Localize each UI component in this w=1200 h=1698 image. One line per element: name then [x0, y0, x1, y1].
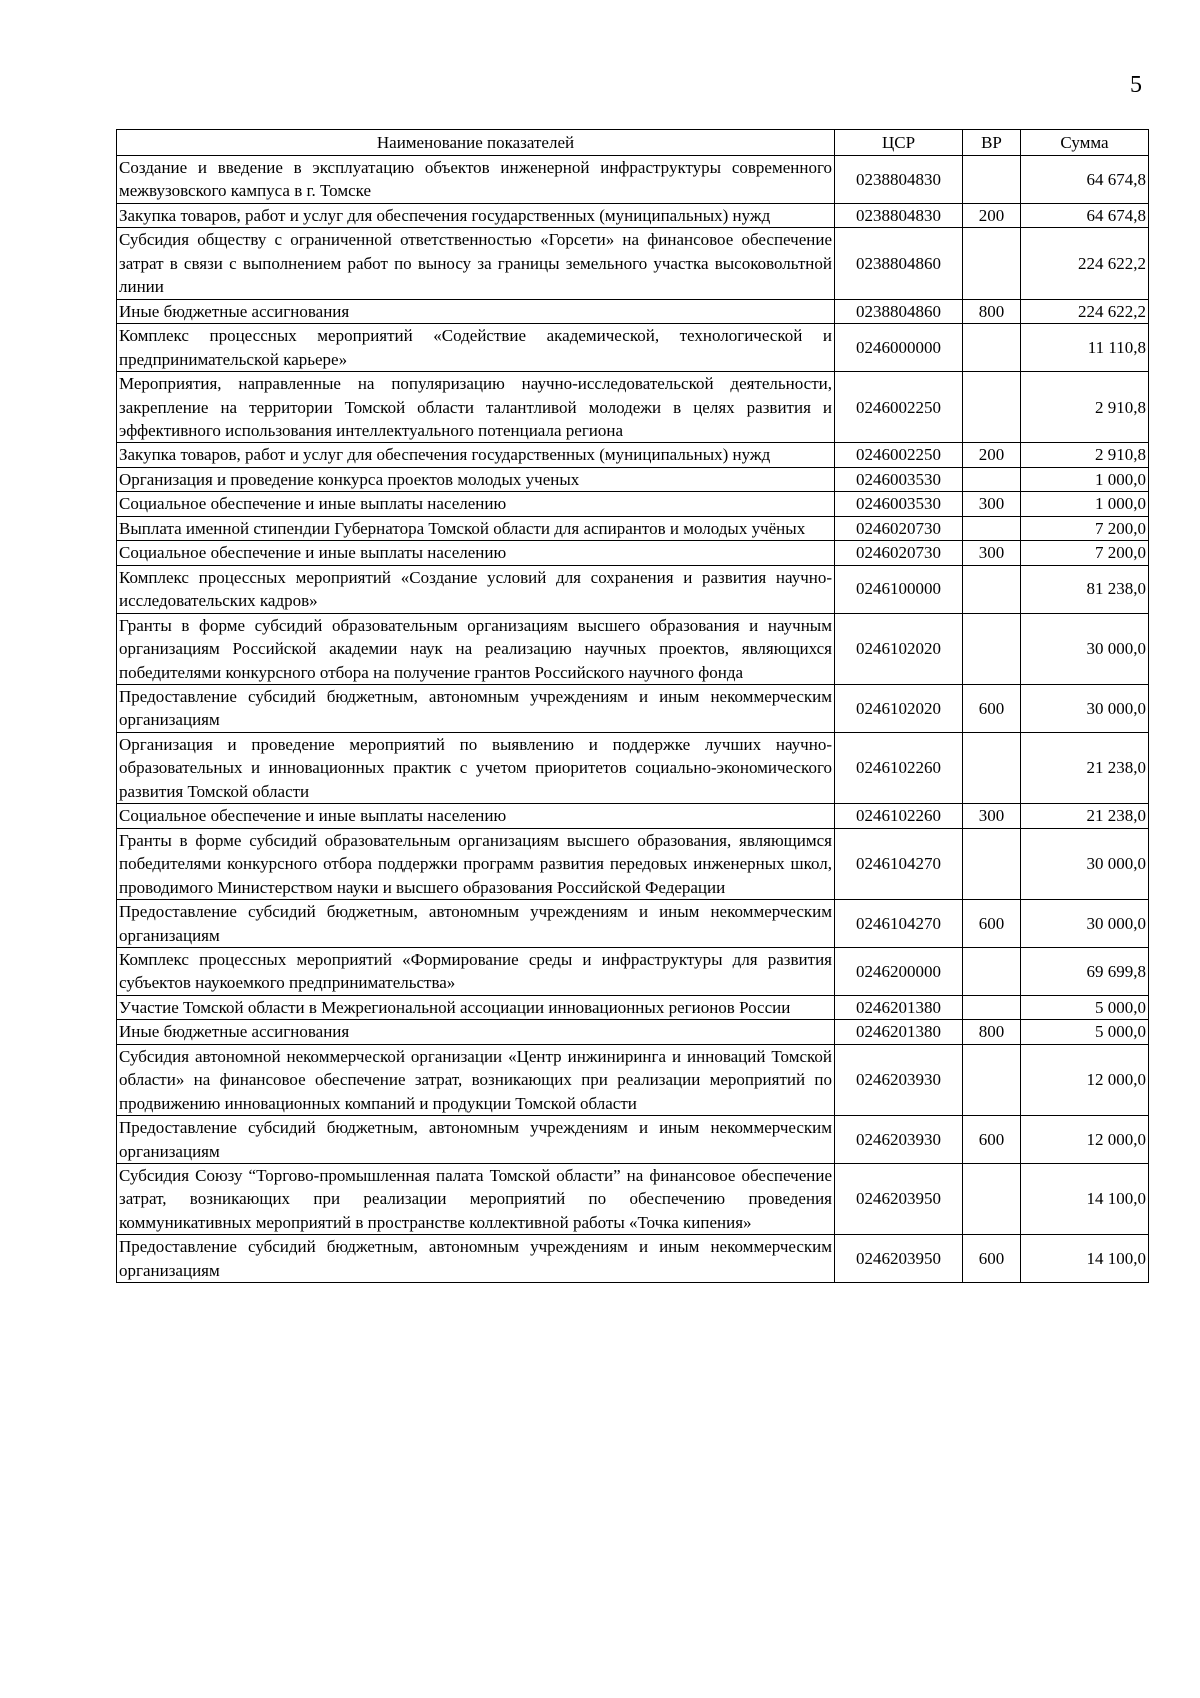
row-csr-cell: 0246002250	[835, 443, 963, 467]
row-sum-cell: 7 200,0	[1021, 541, 1149, 565]
row-name-cell: Выплата именной стипендии Губернатора Томской области для аспирантов и молодых учёных	[117, 516, 835, 540]
row-sum-cell: 12 000,0	[1021, 1116, 1149, 1164]
row-sum-cell: 64 674,8	[1021, 203, 1149, 227]
table-row	[117, 443, 1149, 467]
header-vr: ВР	[963, 130, 1021, 156]
table-row	[117, 565, 1149, 613]
row-name-cell: Социальное обеспечение и иные выплаты населению	[117, 541, 835, 565]
row-vr-cell: 600	[963, 1116, 1021, 1164]
table-row	[117, 900, 1149, 948]
table-row	[117, 1164, 1149, 1235]
row-sum-cell: 7 200,0	[1021, 516, 1149, 540]
table-row	[117, 541, 1149, 565]
row-sum-cell: 1 000,0	[1021, 467, 1149, 491]
row-sum-cell: 30 000,0	[1021, 613, 1149, 684]
row-csr-cell: 0246000000	[835, 324, 963, 372]
row-vr-cell	[963, 613, 1021, 684]
row-csr-cell: 0238804830	[835, 203, 963, 227]
row-vr-cell	[963, 732, 1021, 803]
row-sum-cell: 11 110,8	[1021, 324, 1149, 372]
row-sum-cell: 224 622,2	[1021, 228, 1149, 299]
row-sum-cell: 69 699,8	[1021, 947, 1149, 995]
row-name-cell: Организация и проведение мероприятий по выявлению и поддержке лучших научно-образовательных и инновационных практик с учетом приоритетов социально-экономического развития Томской области	[117, 732, 835, 803]
row-vr-cell: 200	[963, 203, 1021, 227]
table-row	[117, 828, 1149, 899]
row-csr-cell: 0246201380	[835, 1020, 963, 1044]
row-sum-cell: 1 000,0	[1021, 492, 1149, 516]
row-sum-cell: 30 000,0	[1021, 828, 1149, 899]
row-csr-cell: 0246102260	[835, 732, 963, 803]
table-row	[117, 995, 1149, 1019]
row-vr-cell	[963, 372, 1021, 443]
row-name-cell: Предоставление субсидий бюджетным, автономным учреждениям и иным некоммерческим организациям	[117, 1235, 835, 1283]
table-row	[117, 467, 1149, 491]
row-csr-cell: 0246102020	[835, 684, 963, 732]
row-vr-cell	[963, 1044, 1021, 1115]
row-csr-cell: 0246003530	[835, 492, 963, 516]
row-sum-cell: 2 910,8	[1021, 372, 1149, 443]
row-sum-cell: 14 100,0	[1021, 1235, 1149, 1283]
row-name-cell: Комплекс процессных мероприятий «Содействие академической, технологической и предпринимательской карьере»	[117, 324, 835, 372]
row-name-cell: Гранты в форме субсидий образовательным организациям высшего образования, являющимся победителями конкурсного отбора поддержки программ развития передовых инженерных школ, проводимого Министерством науки и высшего образования Российской Федерации	[117, 828, 835, 899]
row-vr-cell	[963, 467, 1021, 491]
row-name-cell: Субсидия обществу с ограниченной ответственностью «Горсети» на финансовое обеспечение затрат в связи с выполнением работ по выносу за границы земельного участка высоковольтной линии	[117, 228, 835, 299]
row-csr-cell: 0246020730	[835, 541, 963, 565]
row-sum-cell: 224 622,2	[1021, 299, 1149, 323]
row-name-cell: Социальное обеспечение и иные выплаты населению	[117, 804, 835, 828]
row-csr-cell: 0246100000	[835, 565, 963, 613]
row-csr-cell: 0246104270	[835, 828, 963, 899]
table-row	[117, 492, 1149, 516]
budget-table	[116, 129, 1149, 1283]
row-sum-cell: 30 000,0	[1021, 684, 1149, 732]
row-vr-cell	[963, 828, 1021, 899]
row-vr-cell	[963, 324, 1021, 372]
table-row	[117, 203, 1149, 227]
row-name-cell: Предоставление субсидий бюджетным, автономным учреждениям и иным некоммерческим организациям	[117, 684, 835, 732]
row-name-cell: Социальное обеспечение и иные выплаты населению	[117, 492, 835, 516]
row-sum-cell: 21 238,0	[1021, 732, 1149, 803]
table-row	[117, 228, 1149, 299]
row-name-cell: Субсидия автономной некоммерческой организации «Центр инжиниринга и инноваций Томской области» на финансовое обеспечение затрат, возникающих при реализации мероприятий по продвижению инновационных компаний и продукции Томской области	[117, 1044, 835, 1115]
row-vr-cell: 600	[963, 1235, 1021, 1283]
row-vr-cell: 300	[963, 492, 1021, 516]
row-name-cell: Мероприятия, направленные на популяризацию научно-исследовательской деятельности, закрепление на территории Томской области талантливой молодежи в целях развития и эффективного использования интеллектуального потенциала региона	[117, 372, 835, 443]
row-csr-cell: 0238804860	[835, 228, 963, 299]
row-csr-cell: 0246203950	[835, 1235, 963, 1283]
row-csr-cell: 0246104270	[835, 900, 963, 948]
row-vr-cell: 300	[963, 541, 1021, 565]
row-vr-cell: 800	[963, 299, 1021, 323]
row-sum-cell: 14 100,0	[1021, 1164, 1149, 1235]
table-row	[117, 1020, 1149, 1044]
row-sum-cell: 5 000,0	[1021, 1020, 1149, 1044]
table-row	[117, 1235, 1149, 1283]
row-sum-cell: 12 000,0	[1021, 1044, 1149, 1115]
row-vr-cell: 600	[963, 900, 1021, 948]
row-vr-cell: 300	[963, 804, 1021, 828]
row-name-cell: Предоставление субсидий бюджетным, автономным учреждениям и иным некоммерческим организациям	[117, 1116, 835, 1164]
table-row	[117, 324, 1149, 372]
table-header	[117, 130, 1149, 156]
row-vr-cell	[963, 228, 1021, 299]
header-row	[117, 130, 1149, 156]
row-csr-cell: 0238804830	[835, 156, 963, 204]
row-vr-cell: 200	[963, 443, 1021, 467]
row-name-cell: Закупка товаров, работ и услуг для обеспечения государственных (муниципальных) нужд	[117, 203, 835, 227]
row-vr-cell	[963, 995, 1021, 1019]
table-row	[117, 372, 1149, 443]
row-name-cell: Комплекс процессных мероприятий «Создание условий для сохранения и развития научно-исследовательских кадров»	[117, 565, 835, 613]
row-csr-cell: 0246003530	[835, 467, 963, 491]
row-sum-cell: 5 000,0	[1021, 995, 1149, 1019]
row-name-cell: Субсидия Союзу “Торгово-промышленная палата Томской области” на финансовое обеспечение затрат, возникающих при реализации мероприятий по обеспечению проведения коммуникативных мероприятий в пространстве коллективной работы «Точка кипения»	[117, 1164, 835, 1235]
row-vr-cell	[963, 156, 1021, 204]
row-vr-cell: 600	[963, 684, 1021, 732]
row-name-cell: Организация и проведение конкурса проектов молодых ученых	[117, 467, 835, 491]
table-row	[117, 613, 1149, 684]
row-csr-cell: 0246002250	[835, 372, 963, 443]
row-csr-cell: 0246020730	[835, 516, 963, 540]
table-body	[117, 156, 1149, 1283]
row-csr-cell: 0246203930	[835, 1116, 963, 1164]
row-name-cell: Иные бюджетные ассигнования	[117, 1020, 835, 1044]
table-row	[117, 516, 1149, 540]
row-sum-cell: 64 674,8	[1021, 156, 1149, 204]
row-name-cell: Создание и введение в эксплуатацию объектов инженерной инфраструктуры современного межвузовского кампуса в г. Томске	[117, 156, 835, 204]
row-name-cell: Гранты в форме субсидий образовательным организациям высшего образования и научным организациям Российской академии наук на реализацию научных проектов, являющихся победителями конкурсного отбора на получение грантов Российского научного фонда	[117, 613, 835, 684]
header-csr: ЦСР	[835, 130, 963, 156]
row-csr-cell: 0246102260	[835, 804, 963, 828]
row-csr-cell: 0246203930	[835, 1044, 963, 1115]
table-row	[117, 299, 1149, 323]
row-vr-cell	[963, 1164, 1021, 1235]
row-vr-cell	[963, 565, 1021, 613]
table-row	[117, 156, 1149, 204]
row-csr-cell: 0246201380	[835, 995, 963, 1019]
row-name-cell: Предоставление субсидий бюджетным, автономным учреждениям и иным некоммерческим организациям	[117, 900, 835, 948]
table-row	[117, 1116, 1149, 1164]
row-name-cell: Закупка товаров, работ и услуг для обеспечения государственных (муниципальных) нужд	[117, 443, 835, 467]
row-csr-cell: 0246102020	[835, 613, 963, 684]
row-name-cell: Иные бюджетные ассигнования	[117, 299, 835, 323]
table-row	[117, 947, 1149, 995]
table-row	[117, 732, 1149, 803]
row-sum-cell: 2 910,8	[1021, 443, 1149, 467]
table-row	[117, 1044, 1149, 1115]
row-sum-cell: 81 238,0	[1021, 565, 1149, 613]
row-vr-cell: 800	[963, 1020, 1021, 1044]
page-number: 5	[1130, 72, 1142, 98]
row-sum-cell: 30 000,0	[1021, 900, 1149, 948]
row-vr-cell	[963, 516, 1021, 540]
row-csr-cell: 0246200000	[835, 947, 963, 995]
header-sum: Сумма	[1021, 130, 1149, 156]
header-name: Наименование показателей	[117, 130, 835, 156]
table-row	[117, 804, 1149, 828]
row-vr-cell	[963, 947, 1021, 995]
row-name-cell: Комплекс процессных мероприятий «Формирование среды и инфраструктуры для развития субъектов наукоемкого предпринимательства»	[117, 947, 835, 995]
table-row	[117, 684, 1149, 732]
row-csr-cell: 0238804860	[835, 299, 963, 323]
row-name-cell: Участие Томской области в Межрегиональной ассоциации инновационных регионов России	[117, 995, 835, 1019]
row-csr-cell: 0246203950	[835, 1164, 963, 1235]
row-sum-cell: 21 238,0	[1021, 804, 1149, 828]
